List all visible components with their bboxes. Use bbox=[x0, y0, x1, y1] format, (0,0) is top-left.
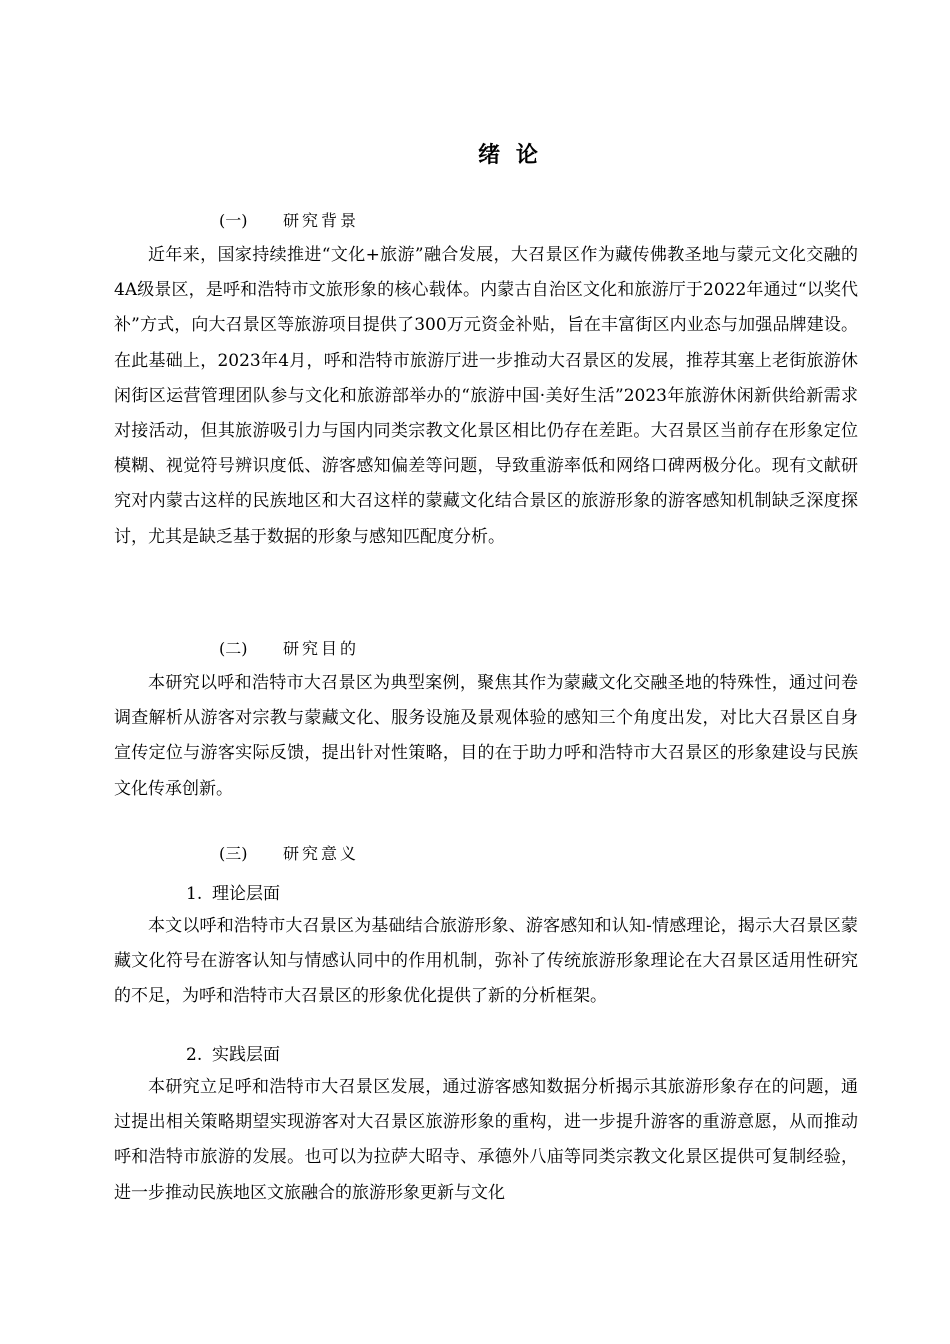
section-heading-background bbox=[219, 208, 359, 231]
section-number: (一) bbox=[219, 211, 248, 230]
subsection-number: 1. bbox=[186, 884, 203, 904]
paragraph-practice: 本研究立足呼和浩特市大召景区发展，通过游客感知数据分析揭示其旅游形象存在的问题，通过提出相关策略期望实现游客对大召景区旅游形象的重构，进一步提升游客的重游意愿，从而推动呼和浩特市旅游的发展。也可以为拉萨大昭寺、承德外八庙等同类宗教文化景区提供可复制经验，进一步推动民族地区文旅融合的旅游形象更新与文化 bbox=[114, 1077, 858, 1203]
subsection-number: 2. bbox=[186, 1045, 203, 1065]
section-label: 研究目的 bbox=[283, 639, 360, 658]
subsection-heading-theory bbox=[186, 879, 280, 904]
section-number: (二) bbox=[219, 639, 248, 658]
subsection-heading-practice bbox=[186, 1040, 280, 1065]
subsection-label: 理论层面 bbox=[212, 884, 280, 904]
paragraph-theory: 本文以呼和浩特市大召景区为基础结合旅游形象、游客感知和认知-情感理论，揭示大召景区蒙藏文化符号在游客认知与情感认同中的作用机制，弥补了传统旅游形象理论在大召景区适用性研究的不足，为呼和浩特市大召景区的形象优化提供了新的分析框架。 bbox=[114, 916, 858, 1007]
section-number: (三) bbox=[219, 844, 248, 863]
paragraph-purpose: 本研究以呼和浩特市大召景区为典型案例，聚焦其作为蒙藏文化交融圣地的特殊性，通过问卷调查解析从游客对宗教与蒙藏文化、服务设施及景观体验的感知三个角度出发，对比大召景区自身宣传定位与游客实际反馈，提出针对性策略，目的在于助力呼和浩特市大召景区的形象建设与民族文化传承创新。 bbox=[114, 673, 858, 799]
section-label: 研究意义 bbox=[283, 844, 360, 863]
page-title: 绪 论 bbox=[478, 142, 542, 168]
subsection-label: 实践层面 bbox=[212, 1045, 280, 1065]
section-heading-significance bbox=[219, 841, 359, 864]
section-label: 研究背景 bbox=[283, 211, 360, 230]
section-heading-purpose bbox=[219, 636, 359, 659]
paragraph-background: 近年来，国家持续推进“文化+旅游”融合发展，大召景区作为藏传佛教圣地与蒙元文化交融的4A级景区，是呼和浩特市文旅形象的核心载体。内蒙古自治区文化和旅游厅于2022年通过“以奖代补”方式，向大召景区等旅游项目提供了300万元资金补贴，旨在丰富街区内业态与加强品牌建设。在此基础上，2023年4月，呼和浩特市旅游厅进一步推动大召景区的发展，推荐其塞上老街旅游休闲街区运营管理团队参与文化和旅游部举办的“旅游中国·美好生活”2023年旅游休闲新供给新需求对接活动，但其旅游吸引力与国内同类宗教文化景区相比仍存在差距。大召景区当前存在形象定位模糊、视觉符号辨识度低、游客感知偏差等问题，导致重游率低和网络口碑两极分化。现有文献研究对内蒙古这样的民族地区和大召这样的蒙藏文化结合景区的旅游形象的游客感知机制缺乏深度探讨，尤其是缺乏基于数据的形象与感知匹配度分析。 bbox=[114, 245, 858, 547]
